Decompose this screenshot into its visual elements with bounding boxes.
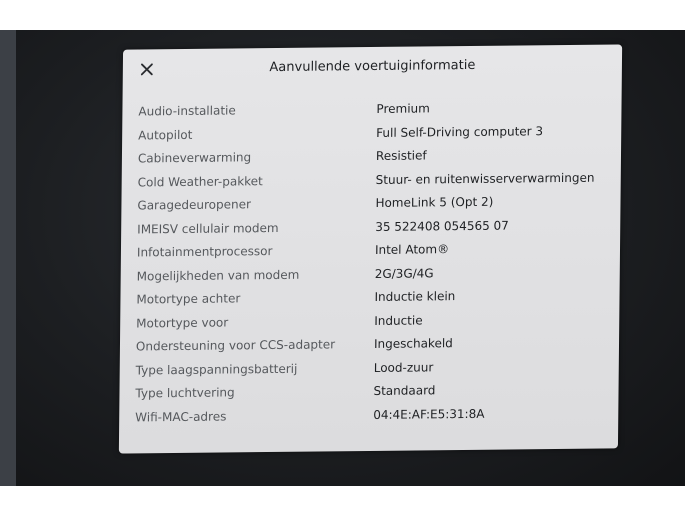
- info-label: Infotainmentprocessor: [136, 244, 273, 260]
- info-label: IMEISV cellulair modem: [137, 220, 279, 236]
- info-label: Autopilot: [138, 127, 193, 142]
- info-label: Type luchtvering: [135, 385, 235, 401]
- info-label: Mogelijkheden van modem: [136, 267, 300, 283]
- info-value: HomeLink 5 (Opt 2): [375, 194, 494, 210]
- info-label: Wifi-MAC-adres: [135, 408, 227, 424]
- info-value: Lood-zuur: [373, 359, 434, 375]
- info-value: 04:4E:AF:E5:31:8A: [373, 406, 485, 422]
- info-label: Type laagspanningsbatterij: [135, 361, 298, 377]
- info-label: Cabineverwarming: [137, 150, 252, 166]
- info-value: 2G/3G/4G: [374, 265, 434, 281]
- info-value: Full Self-Driving computer 3: [376, 123, 544, 140]
- info-value: Resistief: [375, 148, 427, 163]
- dialog-header: [123, 44, 623, 93]
- info-value: Stuur- en ruitenwisserverwarmingen: [375, 170, 595, 187]
- info-row: [119, 402, 618, 431]
- dialog-title: Aanvullende voertuiginformatie: [269, 57, 476, 76]
- info-value: Inductie klein: [374, 289, 456, 304]
- vehicle-info-dialog: [119, 44, 622, 453]
- info-label: Garagedeuropener: [137, 197, 252, 213]
- info-label: Cold Weather-pakket: [137, 173, 263, 189]
- bezel-edge: [0, 30, 16, 486]
- info-value: Premium: [376, 101, 430, 116]
- info-label: Ondersteuning voor CCS-adapter: [135, 337, 336, 354]
- info-value: Ingeschakeld: [373, 336, 453, 351]
- info-label: Audio-installatie: [138, 103, 236, 119]
- info-value: Intel Atom®: [374, 242, 450, 257]
- info-list: [119, 96, 622, 430]
- info-value: Inductie: [374, 312, 423, 328]
- info-value: Standaard: [373, 383, 436, 398]
- info-label: Motortype voor: [136, 314, 229, 330]
- info-value: 35 522408 054565 07: [375, 218, 509, 234]
- info-label: Motortype achter: [136, 291, 241, 307]
